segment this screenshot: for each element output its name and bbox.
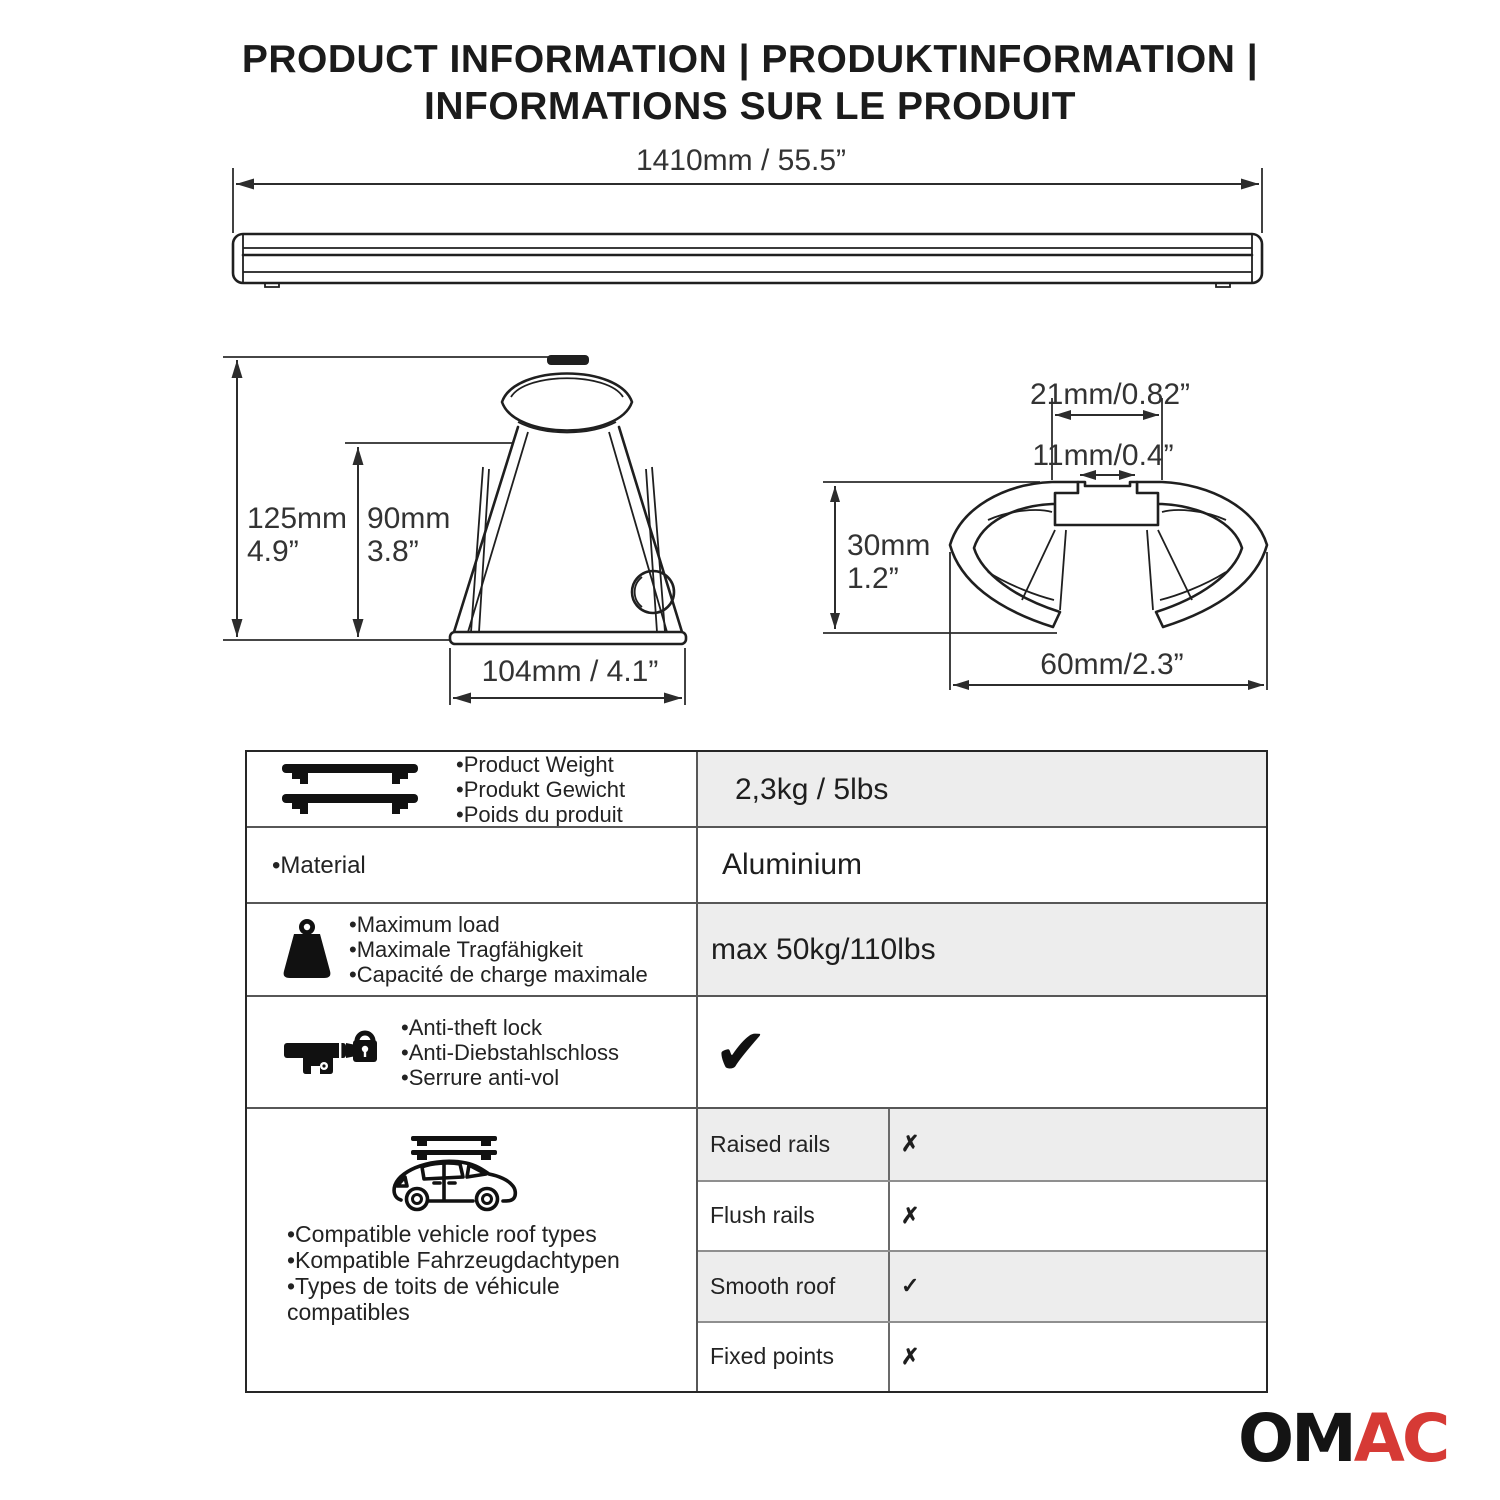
weight-icon	[274, 918, 340, 982]
profile-diagram	[790, 360, 1290, 705]
profile-width-label: 60mm/2.3”	[1040, 648, 1184, 681]
car-icon	[389, 1134, 521, 1212]
product-weight-value: 2,3kg / 5lbs	[735, 772, 889, 806]
profile-slot-outer-label: 21mm/0.82”	[1029, 378, 1191, 411]
roof-types-labels: •Compatible vehicle roof types •Kompatible Fahrzeugdachtypen •Types de toits de véhicule compatibles	[287, 1221, 620, 1325]
subrow-raised-rails: Raised rails ✗	[698, 1109, 1266, 1180]
max-load-value: max 50kg/110lbs	[711, 932, 936, 966]
profile-height-in: 1.2”	[847, 562, 899, 595]
foot-diagram	[215, 345, 715, 720]
crossbar-drawing	[233, 234, 1262, 287]
profile-drawing	[950, 482, 1267, 627]
table-row-material	[247, 826, 1266, 902]
page-title-line2: INFORMATIONS SUR LE PRODUIT	[424, 85, 1076, 128]
table-row-anti-theft	[247, 995, 1266, 1107]
foot-total-height-in: 4.9”	[247, 535, 299, 568]
page-title-line1: PRODUCT INFORMATION | PRODUKTINFORMATION |	[241, 38, 1259, 81]
product-weight-labels: •Product Weight •Produkt Gewicht •Poids du produit	[456, 752, 626, 827]
lock-icon	[283, 1025, 378, 1079]
profile-slot-inner-label: 11mm/0.4”	[1032, 439, 1174, 472]
fixed-points-mark: ✗	[888, 1323, 1266, 1392]
foot-body-height-mm: 90mm	[367, 502, 451, 535]
flush-rails-mark: ✗	[888, 1182, 1266, 1251]
omac-logo	[1238, 1400, 1448, 1477]
crossbar-length-label: 1410mm / 55.5”	[635, 144, 847, 177]
crossbar-length-diagram	[220, 128, 1280, 308]
table-row-max-load	[247, 902, 1266, 995]
subrow-flush-rails: Flush rails ✗	[698, 1180, 1266, 1251]
subrow-smooth-roof: Smooth roof ✓	[698, 1250, 1266, 1321]
max-load-labels: •Maximum load •Maximale Tragfähigkeit •Capacité de charge maximale	[349, 912, 648, 987]
spec-table	[245, 750, 1268, 1393]
table-row-roof-types	[247, 1107, 1266, 1391]
table-row-product-weight	[247, 752, 1266, 826]
foot-body-height-in: 3.8”	[367, 535, 419, 568]
material-label: •Material	[272, 851, 366, 879]
subrow-fixed-points: Fixed points ✗	[698, 1321, 1266, 1392]
omac-logo-black: OM	[1238, 1400, 1354, 1477]
foot-drawing	[450, 355, 686, 644]
smooth-roof-mark: ✓	[888, 1252, 1266, 1321]
raised-rails-mark: ✗	[888, 1109, 1266, 1180]
anti-theft-labels: •Anti-theft lock •Anti-Diebstahlschloss •Serrure anti-vol	[401, 1014, 620, 1090]
profile-height-mm: 30mm	[847, 529, 931, 562]
omac-logo-red: AC	[1353, 1400, 1448, 1477]
foot-total-height-mm: 125mm	[247, 502, 348, 535]
anti-theft-check: ✔	[714, 1016, 768, 1088]
foot-base-width-label: 104mm / 4.1”	[481, 655, 659, 688]
page-title	[0, 36, 1500, 130]
roof-types-subtable	[698, 1109, 1266, 1391]
material-value: Aluminium	[722, 848, 863, 881]
crossbars-icon	[280, 762, 420, 818]
